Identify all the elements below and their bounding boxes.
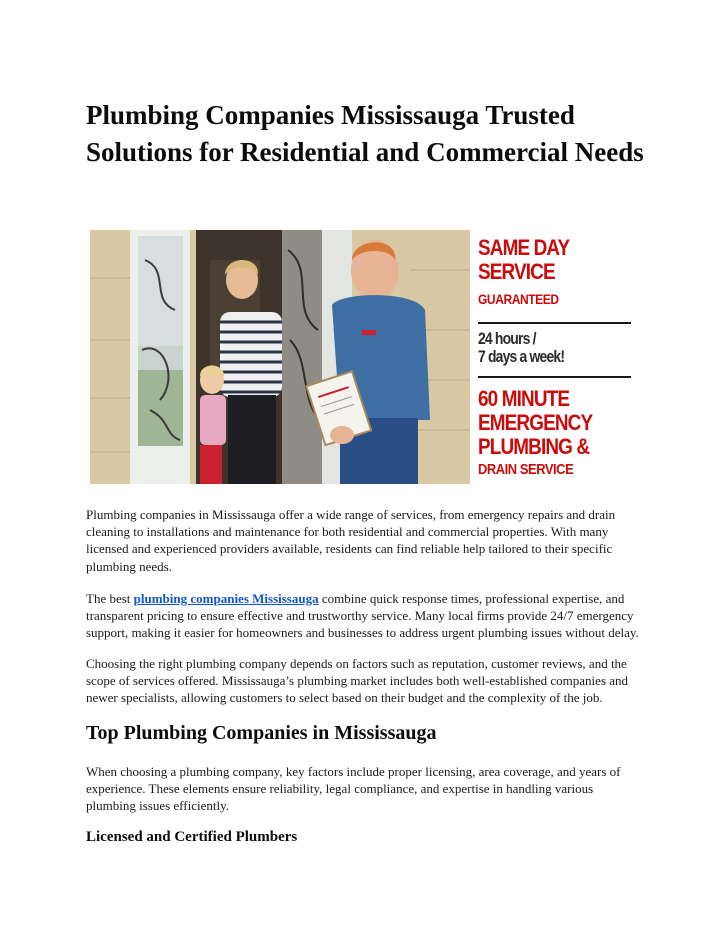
divider bbox=[478, 376, 631, 378]
page-title: Plumbing Companies Mississauga Trusted Solutions for Residential and Commercial Needs bbox=[86, 100, 644, 167]
paragraph-text: combine quick response times, professional expertise, and transparent pricing to ensure effective and trustworthy service. Many local firms provide 24/7 emergency support, making it easier for homeowners and businesses to address urgent plumbing issues without delay. bbox=[86, 591, 639, 641]
plumber-photo bbox=[90, 230, 470, 484]
hero-image bbox=[90, 230, 635, 486]
promo-banner bbox=[478, 230, 634, 486]
promo-guaranteed: GUARANTEED bbox=[478, 291, 559, 307]
promo-drain-service: DRAIN SERVICE bbox=[478, 461, 574, 478]
section-heading-top-companies: Top Plumbing Companies in Mississauga bbox=[86, 722, 437, 744]
promo-line: 24 hours / bbox=[478, 329, 536, 348]
promo-emergency bbox=[478, 387, 592, 459]
promo-same-day bbox=[478, 236, 569, 284]
divider bbox=[478, 322, 631, 324]
top-intro-paragraph: When choosing a plumbing company, key factors include proper licensing, area coverage, and years of experience. These elements ensure reliability, legal compliance, and expertise in handling various plumbing issues efficiently. bbox=[86, 764, 621, 814]
best-companies-paragraph bbox=[86, 590, 642, 642]
intro-paragraph: Plumbing companies in Mississauga offer a wide range of services, from emergency repairs and drain cleaning to installations and maintenance for both residential and commercial properties. With many licensed and experienced providers available, residents can find reliable help tailored to their specific plumbing needs. bbox=[86, 507, 616, 574]
paragraph-text: The best bbox=[86, 591, 134, 606]
promo-line: SAME DAY bbox=[478, 235, 570, 260]
promo-line: EMERGENCY bbox=[478, 410, 593, 435]
promo-line: SERVICE bbox=[478, 259, 555, 284]
promo-line: 60 MINUTE bbox=[478, 386, 570, 411]
promo-hours bbox=[478, 330, 564, 366]
plumbing-companies-link[interactable]: plumbing companies Mississauga bbox=[133, 591, 319, 606]
promo-line: 7 days a week! bbox=[478, 347, 565, 366]
promo-line: PLUMBING & bbox=[478, 434, 590, 459]
subsection-heading-licensed: Licensed and Certified Plumbers bbox=[86, 829, 298, 845]
choosing-paragraph: Choosing the right plumbing company depends on factors such as reputation, customer reviews, and the scope of services offered. Mississauga’s plumbing market includes both well-established companies and newer specialists, allowing customers to select based on their budget and the complexity of the job. bbox=[86, 656, 629, 706]
